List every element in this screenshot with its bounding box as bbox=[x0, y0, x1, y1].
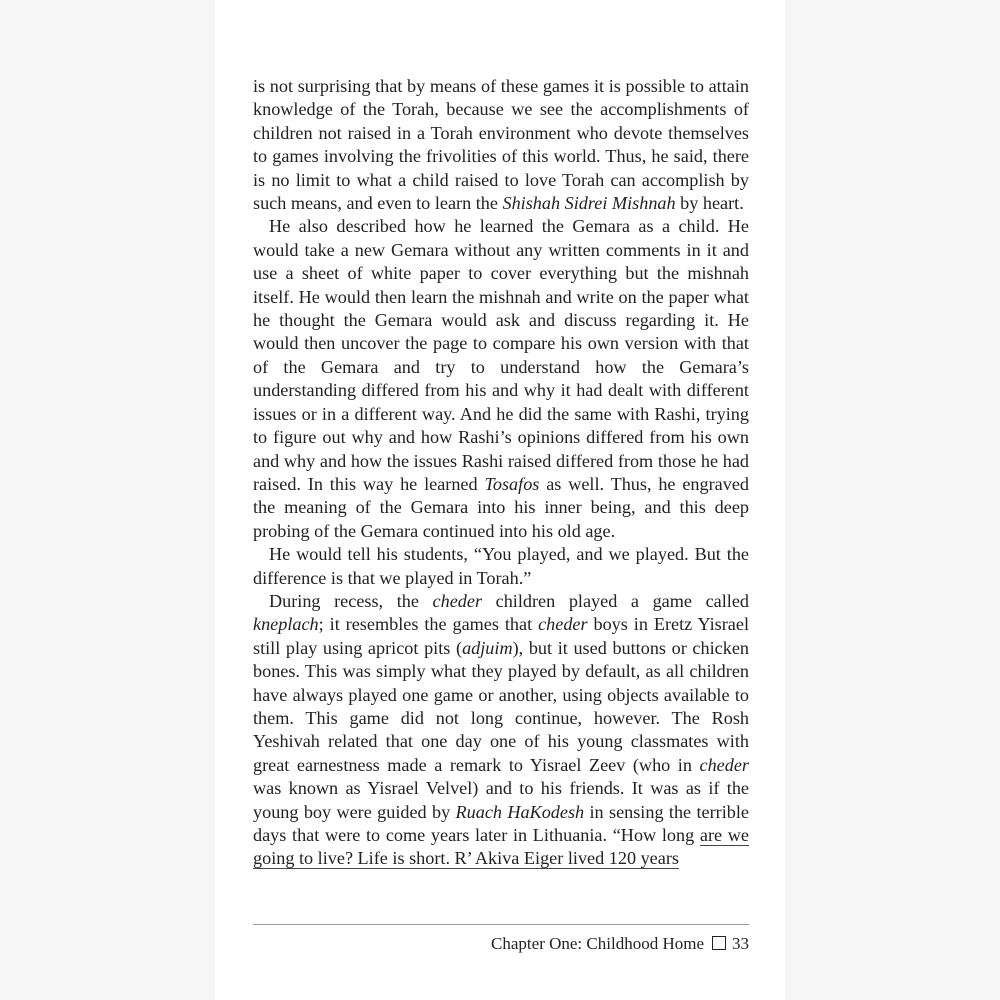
italic-term: cheder bbox=[432, 590, 483, 611]
text-run: boys in Eretz Yisrael still play using apricot pits ( bbox=[253, 614, 749, 658]
text-run: children played a game called bbox=[482, 590, 749, 611]
paragraph-2 bbox=[253, 215, 749, 543]
paragraph-3 bbox=[253, 543, 749, 590]
text-run: During recess, the bbox=[269, 590, 433, 611]
text-run: in sensing the terrible days that were to come years later in Lithuania. “How long bbox=[253, 801, 749, 845]
italic-term: Ruach HaKodesh bbox=[455, 801, 585, 822]
body-text bbox=[253, 75, 749, 871]
footer-rule bbox=[253, 924, 749, 925]
paragraph-1 bbox=[253, 75, 749, 215]
text-run: He also described how he learned the Gemara as a child. He would take a new Gemara without any written comments in it and use a sheet of white paper to cover everything but the mishnah itself. He would then learn the mishnah and write on the paper what he thought the Gemara would ask and discuss regarding it. He would then uncover the page to compare his own version with that of the Gemara and try to understand how the Gemara’s understanding differed from his and why it had dealt with different issues or in a different way. And he did the same with Rashi, trying to figure out why and how Rashi’s opinions differed from his own and why and how the issues Rashi raised differed from those he had raised. In this way he learned bbox=[253, 216, 749, 494]
text-run: as well. Thus, he engraved the meaning of the Gemara into his inner being, and this deep probing of the Gemara continued into his old age. bbox=[253, 473, 749, 541]
paragraph-4 bbox=[253, 590, 749, 871]
text-run: by heart. bbox=[675, 193, 744, 214]
italic-term: adjuim bbox=[462, 637, 513, 658]
underlined-last-line: are we going to live? Life is short. R’ Akiva Eiger lived 120 years bbox=[253, 825, 749, 869]
italic-term: Shishah Sidrei Mishnah bbox=[502, 193, 676, 214]
square-ornament-icon bbox=[712, 936, 726, 950]
italic-term: cheder bbox=[538, 614, 588, 635]
italic-term: Tosafos bbox=[484, 473, 540, 494]
italic-term: kneplach bbox=[253, 614, 319, 635]
text-run: was known as Yisrael Velvel) and to his friends. It was as if the young boy were guided by bbox=[253, 778, 749, 822]
text-run: He would tell his students, “You played, and we played. But the difference is that we played in Torah.” bbox=[253, 544, 749, 588]
running-head: Chapter One: Childhood Home bbox=[491, 934, 704, 953]
page-footer bbox=[253, 933, 749, 955]
text-run: ), but it used buttons or chicken bones. This was simply what they played by default, as all children have always played one game or another, using objects available to them. This game did not long continue, however. The Rosh Yeshivah related that one day one of his young classmates with great earnestness made a remark to Yisrael Zeev (who in bbox=[253, 637, 749, 775]
italic-term: cheder bbox=[699, 754, 749, 775]
text-run: ; it resembles the games that bbox=[318, 614, 539, 635]
text-run: is not surprising that by means of these games it is possible to attain knowledge of the Torah, because we see the accomplishments of children not raised in a Torah environment who devote themselves to games involving the frivolities of this world. Thus, he said, there is no limit to what a child raised to love Torah can accomplish by such means, and even to learn the bbox=[253, 76, 749, 214]
page-number: 33 bbox=[732, 934, 749, 953]
